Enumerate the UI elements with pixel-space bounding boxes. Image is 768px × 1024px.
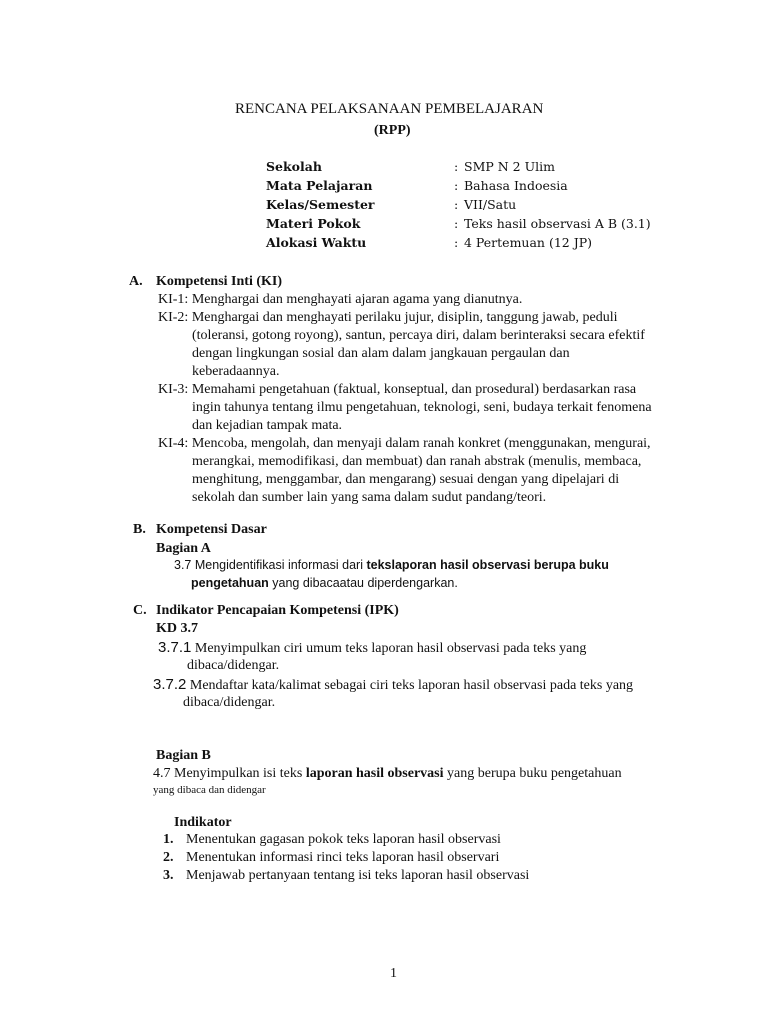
ki-2-line: (toleransi, gotong royong), santun, percaya diri, dalam berinteraksi secara efektif <box>192 328 645 343</box>
ki-4-line: sekolah dan sumber lain yang sama dalam sudut pandang/teori. <box>192 490 547 505</box>
bagian-b-heading: Bagian B <box>156 748 211 763</box>
ki-2: KI-2: Menghargai dan menghayati perilaku jujur, disiplin, tanggung jawab, peduli <box>158 310 618 325</box>
list-number: 3. <box>163 868 174 883</box>
kd-3-7-line <box>191 576 458 590</box>
list-text: Menjawab pertanyaan tentang isi teks laporan hasil observasi <box>186 868 530 883</box>
info-sep: : <box>454 216 459 231</box>
ki-4: KI-4: Mencoba, mengolah, dan menyaji dalam ranah konkret (menggunakan, mengurai, <box>158 436 651 451</box>
kd-4-7 <box>153 766 622 782</box>
ki-3-line: ingin tahunya tentang ilmu pengetahuan, teknologi, seni, budaya terkait fenomena <box>192 400 652 415</box>
section-letter: B. <box>133 522 146 537</box>
list-text: Menentukan informasi rinci teks laporan hasil observari <box>186 850 500 865</box>
list-number: 2. <box>163 850 174 865</box>
indicator-text-cont: dibaca/didengar. <box>183 695 276 710</box>
info-label: Alokasi Waktu <box>266 235 367 250</box>
kd-text-bold: tekslaporan hasil observasi berupa buku <box>366 558 609 572</box>
kd-text: 3.7 Mengidentifikasi informasi dari <box>174 558 367 572</box>
info-value: VII/Satu <box>464 197 517 212</box>
indicator-text: Mendaftar kata/kalimat sebagai ciri teks laporan hasil observasi pada teks yang <box>186 678 634 693</box>
section-heading: Kompetensi Inti (KI) <box>156 274 282 289</box>
ki-4-line: menghitung, menggambar, dan mengarang) sesuai dengan yang dipelajari di <box>192 472 620 487</box>
section-letter: C. <box>133 603 147 618</box>
ki-4-line: merangkai, memodifikasi, dan membuat) dan ranah abstrak (menulis, membaca, <box>192 454 642 469</box>
info-value: SMP N 2 Ulim <box>464 159 555 174</box>
page-number: 1 <box>390 966 397 981</box>
info-label: Materi Pokok <box>266 216 361 231</box>
kd-text: 4.7 Menyimpulkan isi teks <box>153 766 306 781</box>
ki-2-line: dengan lingkungan sosial dan alam dalam jangkauan pergaulan dan <box>192 346 570 361</box>
kd-text: yang dibacaatau diperdengarkan. <box>268 576 458 590</box>
bagian-a-heading: Bagian A <box>156 541 211 556</box>
indicator-3-7-1 <box>158 639 586 657</box>
section-letter: A. <box>129 274 143 289</box>
ki-3: KI-3: Memahami pengetahuan (faktual, konseptual, dan prosedural) berdasarkan rasa <box>158 382 637 397</box>
ki-2-line: keberadaannya. <box>192 364 280 379</box>
ki-1: KI-1: Menghargai dan menghayati ajaran agama yang dianutnya. <box>158 292 523 307</box>
section-heading: Indikator Pencapaian Kompetensi (IPK) <box>156 603 399 618</box>
info-value: 4 Pertemuan (12 JP) <box>464 235 593 250</box>
indicator-3-7-2 <box>153 676 633 694</box>
info-sep: : <box>454 159 459 174</box>
info-label: Kelas/Semester <box>266 197 375 212</box>
kd-text-bold: laporan hasil observasi <box>305 766 444 781</box>
indicator-number: 3.7.2 <box>153 676 187 693</box>
info-label: Sekolah <box>266 159 322 174</box>
indikator-heading: Indikator <box>174 815 232 830</box>
page-title: RENCANA PELAKSANAAN PEMBELAJARAN <box>235 101 544 117</box>
kd-heading: KD 3.7 <box>156 621 198 636</box>
info-label: Mata Pelajaran <box>266 178 373 193</box>
ki-3-line: dan kejadian tampak mata. <box>192 418 343 433</box>
indicator-number: 3.7.1 <box>158 639 192 656</box>
kd-3-7 <box>174 558 609 572</box>
info-sep: : <box>454 197 459 212</box>
kd-text: yang berupa buku pengetahuan <box>443 766 622 781</box>
kd-4-7-cont: yang dibaca dan didengar <box>153 784 266 796</box>
indicator-text: Menyimpulkan ciri umum teks laporan hasil observasi pada teks yang <box>191 641 587 656</box>
kd-text-bold: pengetahuan <box>191 576 269 590</box>
list-number: 1. <box>163 832 174 847</box>
info-value: Teks hasil observasi A B (3.1) <box>464 216 651 231</box>
info-sep: : <box>454 235 459 250</box>
page-subtitle: (RPP) <box>374 123 411 138</box>
info-value: Bahasa Indoesia <box>464 178 568 193</box>
list-text: Menentukan gagasan pokok teks laporan hasil observasi <box>186 832 501 847</box>
info-sep: : <box>454 178 459 193</box>
section-heading: Kompetensi Dasar <box>156 522 267 537</box>
indicator-text-cont: dibaca/didengar. <box>187 658 280 673</box>
